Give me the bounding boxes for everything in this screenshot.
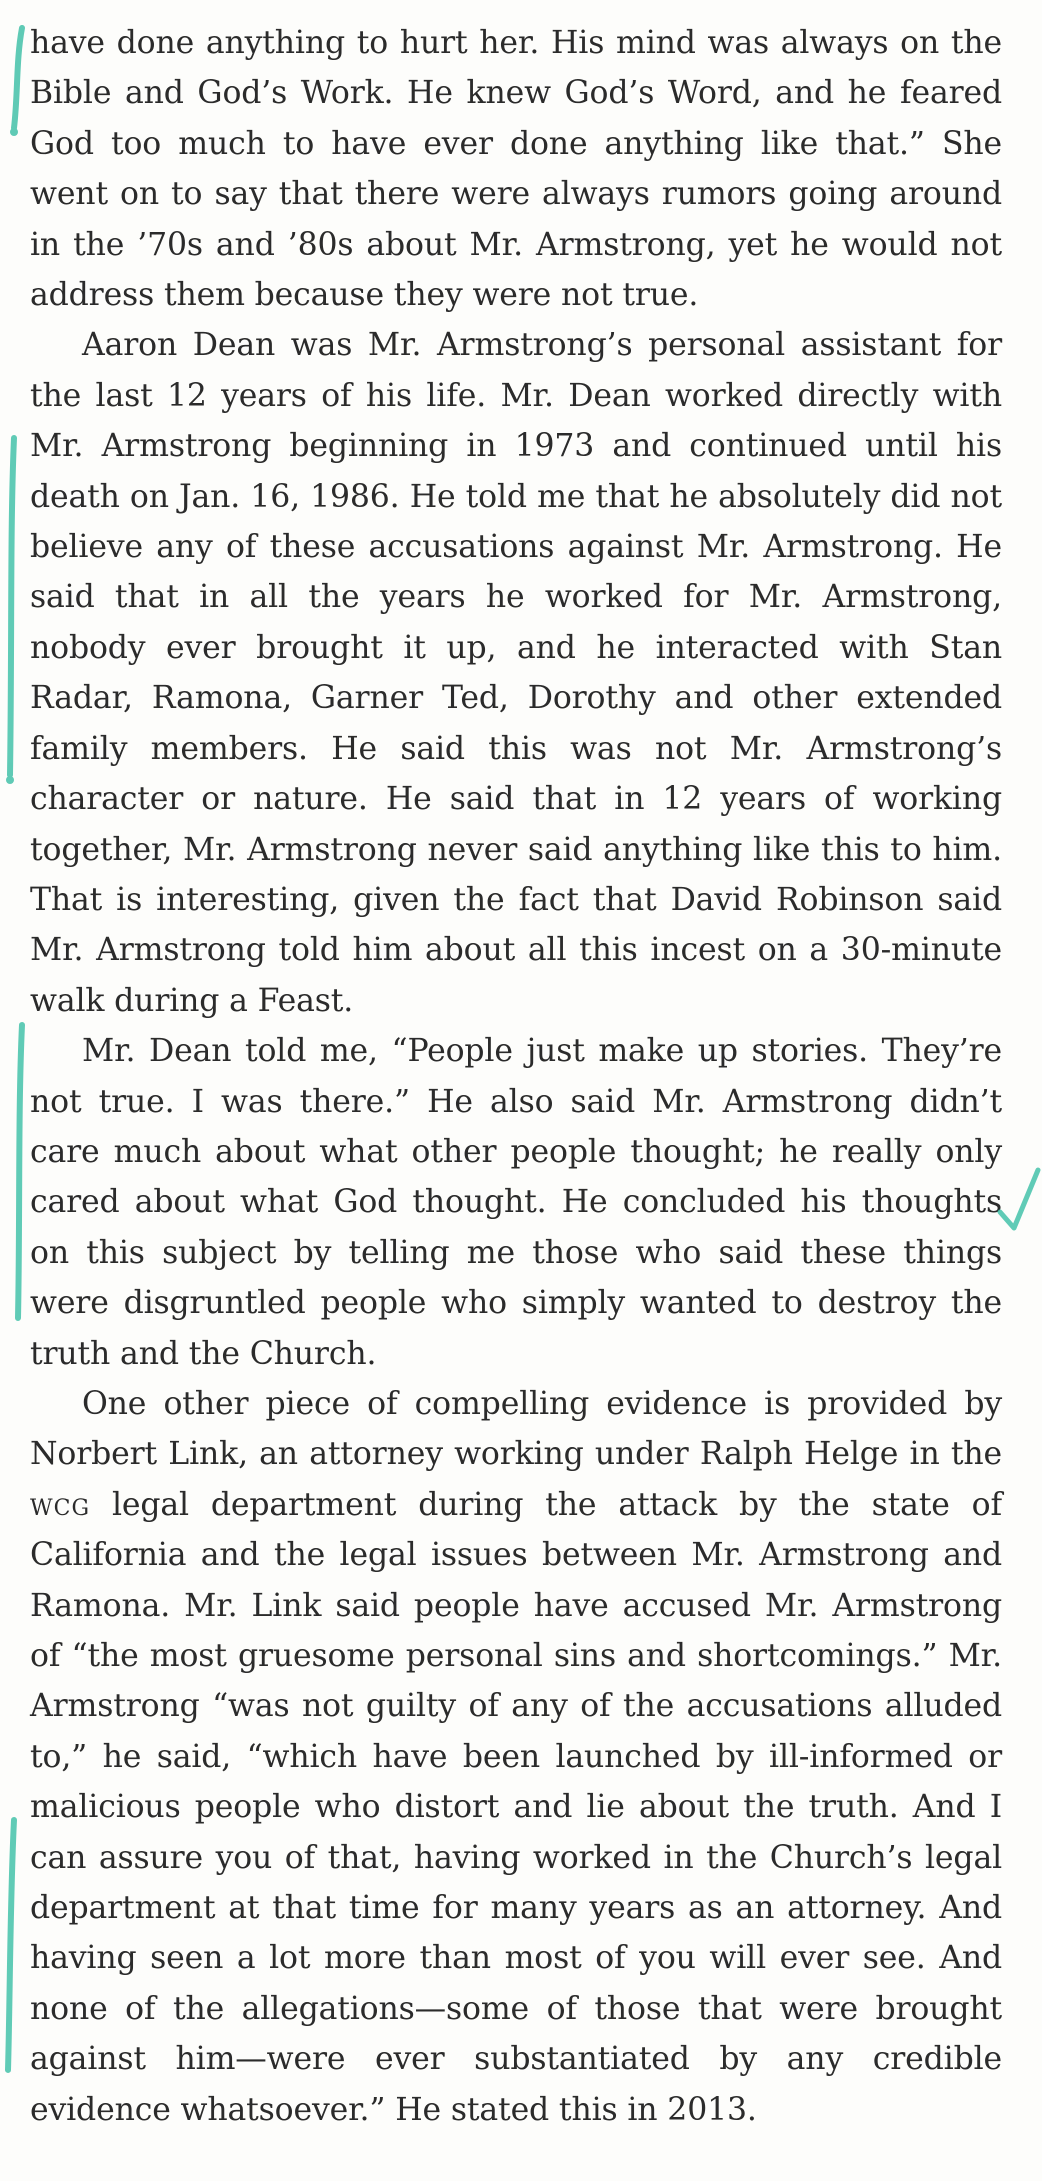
margin-dot-1 [10,128,18,136]
margin-bracket-1 [14,28,22,128]
margin-bracket-2 [10,438,14,775]
margin-dot-2 [6,776,14,784]
paragraph-3 [30,1026,1002,1379]
margin-bracket-3 [18,1025,22,1318]
paragraph-4-text-a: One other piece of compelling evidence is provided by Norbert Link, an attorney working under Ralph Helge in the [30,1385,1002,1473]
paragraph-1-text: have done anything to hurt her. His mind was always on the Bible and God’s Work. He knew God’s Word, and he feared God too much to have ever done anything like that.” She went on to say that there were always rumors going around in the ’70s and ’80s about Mr. Armstrong, yet he would not address them because they were not true. [30,25,1002,314]
paragraph-4-text-b: legal department during the attack by the state of California and the legal issues between Mr. Armstrong and Ramona. Mr. Link said people have accused Mr. Armstrong of “the most gruesome personal sins and shortcomings.” Mr. Armstrong “was not guilty of any of the accusations alluded to,” he said, “which have been launched by ill-informed or malicious people who distort and lie about the truth. And I can assure you of that, having worked in the Church’s legal department at that time for many years as an attorney. And having seen a lot more than most of you will ever see. And none of the allegations—some of those that were brought against him—were ever substantiated by any credible evidence whatsoever.” He stated this in 2013. [30,1486,1002,2128]
margin-bracket-4 [8,1820,14,2070]
paragraph-2 [30,320,1002,1026]
paragraph-1 [30,18,1002,320]
paragraph-3-text: Mr. Dean told me, “People just make up stories. They’re not true. I was there.” He also said Mr. Armstrong didn’t care much about what other people thought; he really only cared about what God thought. He concluded his thoughts on this subject by telling me those who said these things were disgruntled people who simply wanted to destroy the truth and the Church. [30,1033,1002,1372]
wcg-acronym: wcg [30,1486,91,1523]
paragraph-4 [30,1379,1002,2135]
check-mark [1000,1170,1038,1228]
paragraph-2-text: Aaron Dean was Mr. Armstrong’s personal assistant for the last 12 years of his life. Mr. Dean worked directly with Mr. Armstrong beginning in 1973 and continued until his death on Jan. 16, 1986. He told me that he absolutely did not believe any of these accusations against Mr. Armstrong. He said that in all the years he worked for Mr. Armstrong, nobody ever brought it up, and he interacted with Stan Radar, Ramona, Garner Ted, Dorothy and other extended family members. He said this was not Mr. Armstrong’s character or nature. He said that in 12 years of working together, Mr. Armstrong never said anything like this to him. That is interesting, given the fact that David Robinson said Mr. Armstrong told him about all this incest on a 30-minute walk during a Feast. [30,327,1002,1019]
body-text [30,18,1002,2135]
